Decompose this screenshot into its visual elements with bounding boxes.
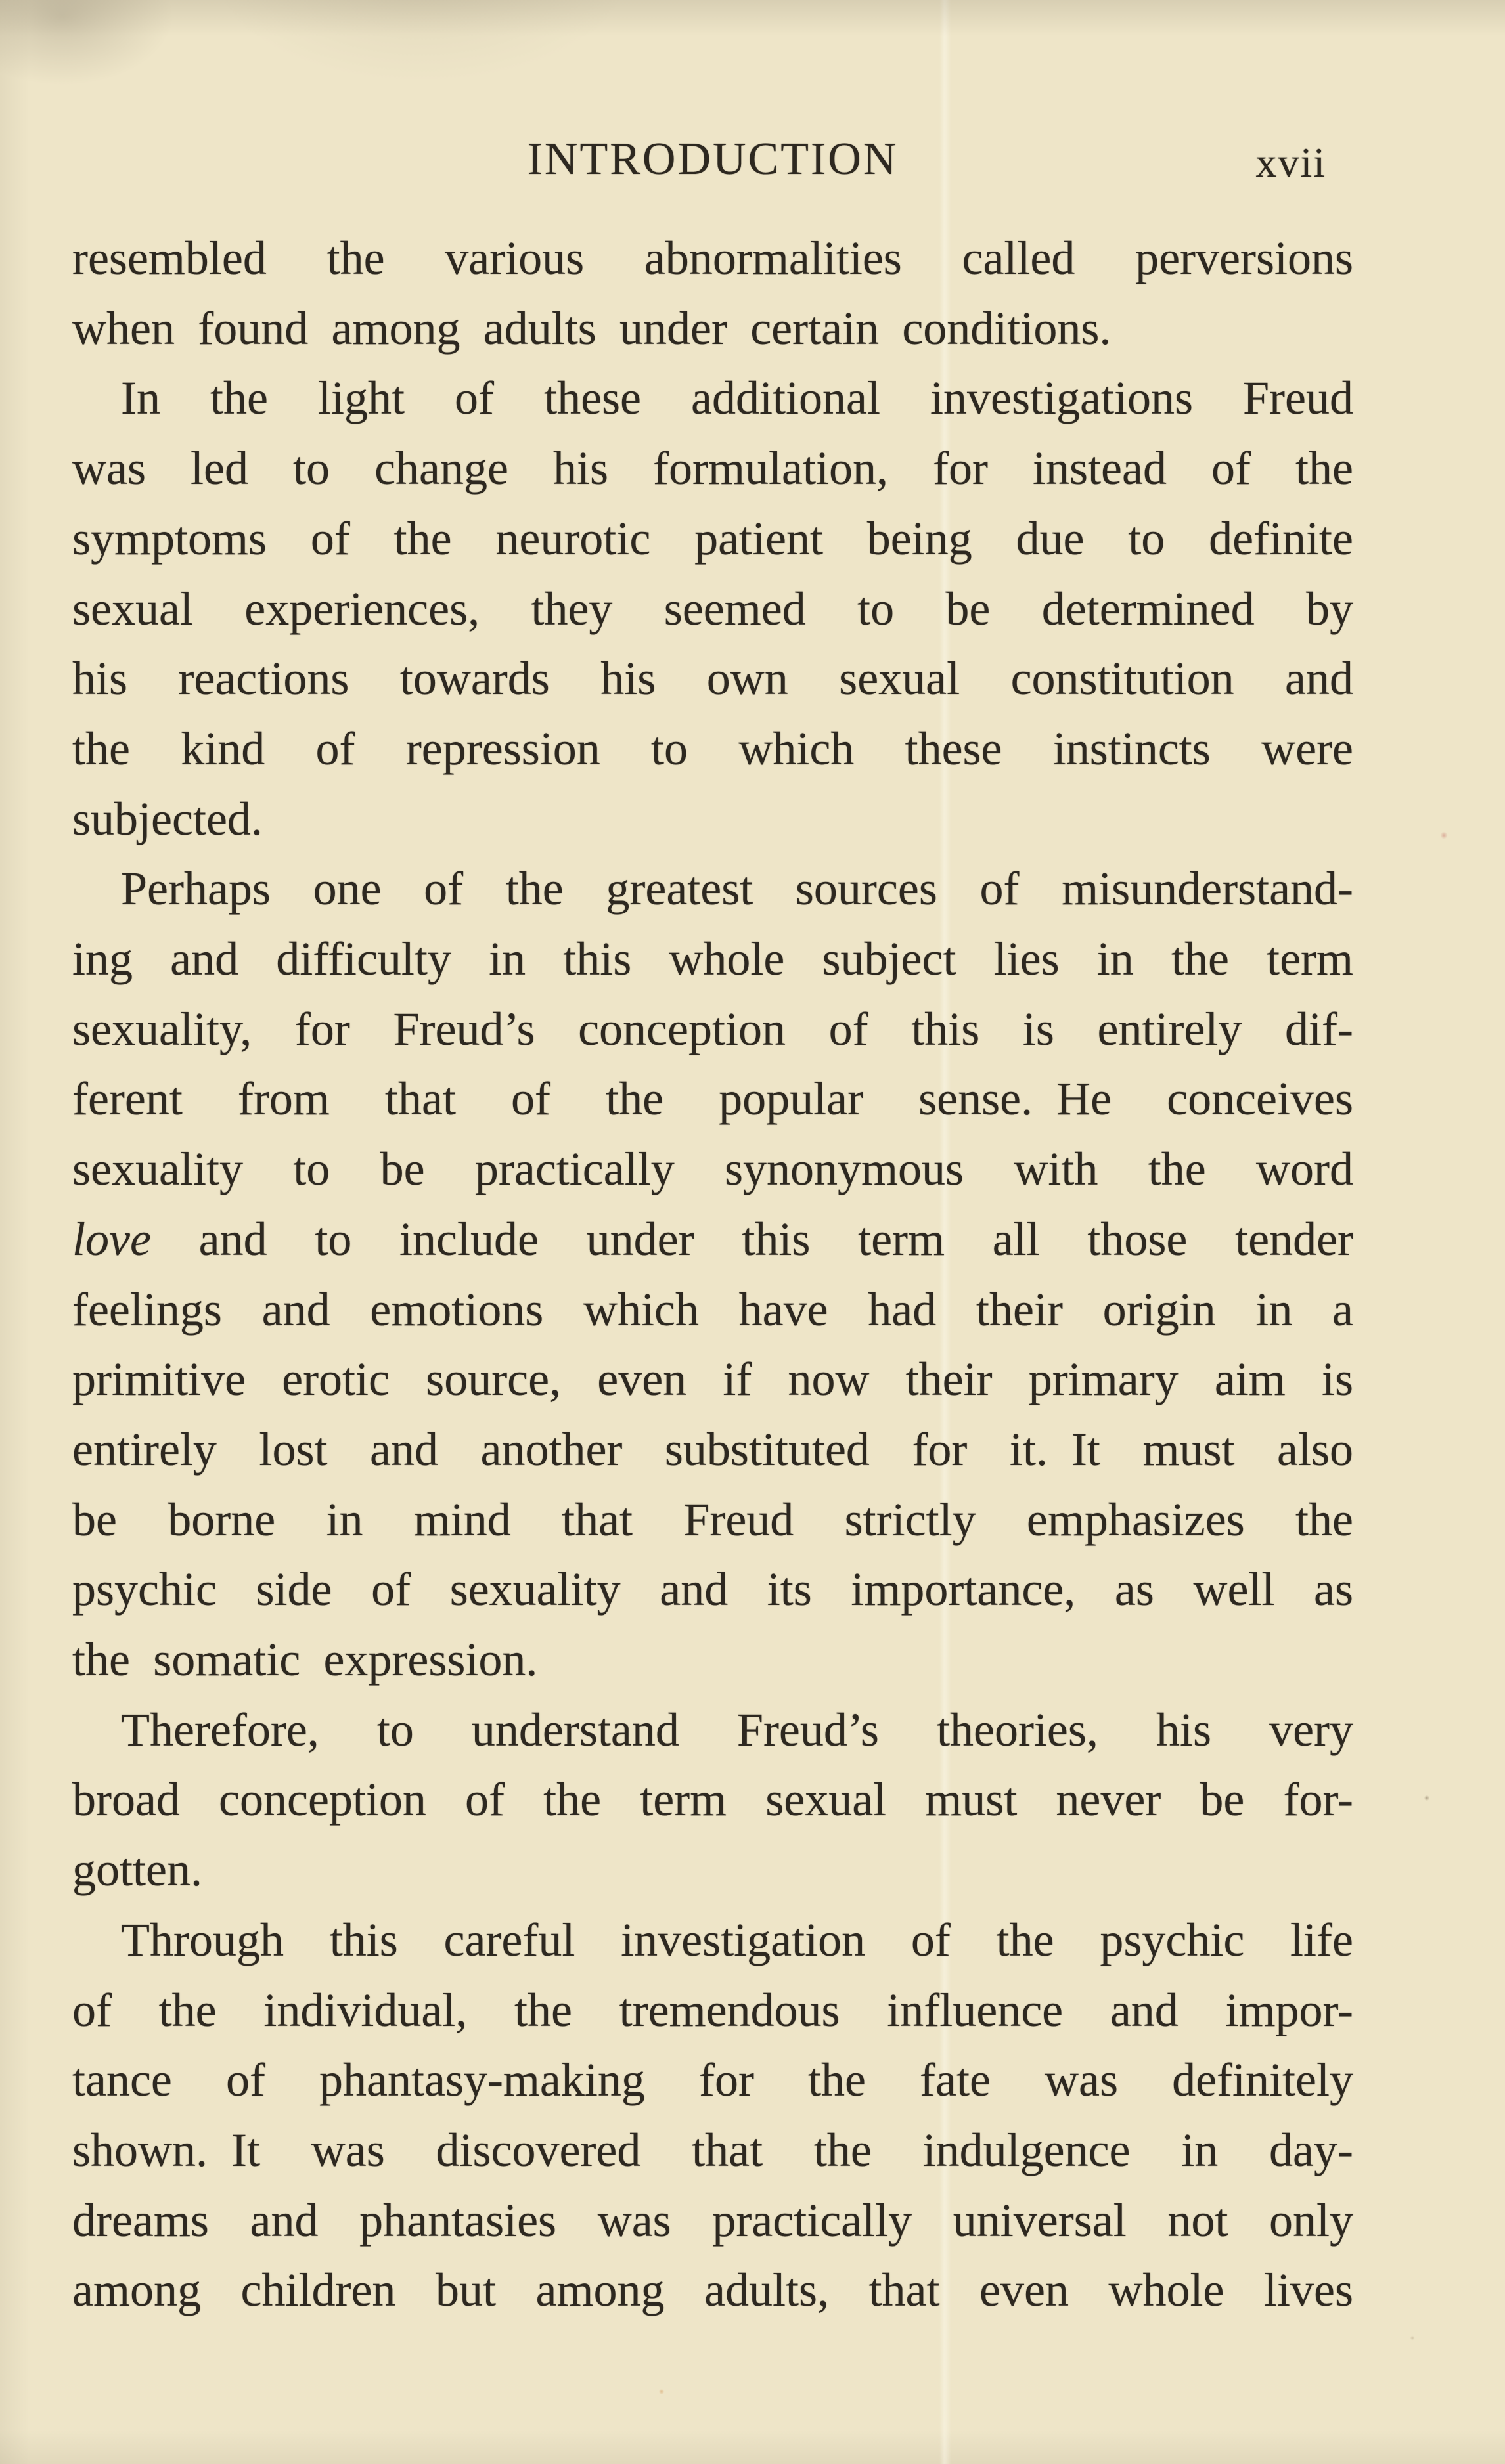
text-segment: dreams and phantasies was practically universal not only (72, 2193, 1353, 2247)
text-line (72, 2115, 1353, 2186)
text-segment: In the light of these additional investigations Freud (121, 372, 1353, 425)
text-line (72, 504, 1353, 574)
italic-text: love (72, 1212, 151, 1265)
text-line (72, 644, 1353, 714)
text-line (72, 1275, 1353, 1345)
text-segment: tance of phantasy-making for the fate was definitely (72, 2054, 1353, 2107)
text-line (72, 2045, 1353, 2115)
text-segment: the kind of repression to which these instincts were (72, 722, 1353, 775)
text-segment: his reactions towards his own sexual constitution and (72, 652, 1353, 705)
text-segment: resembled the various abnormalities called perversions (72, 232, 1353, 284)
text-segment: was led to change his formulation, for instead of the (72, 442, 1353, 495)
text-line (72, 223, 1353, 294)
text-line (72, 433, 1353, 504)
text-line (72, 924, 1353, 994)
text-line (72, 1344, 1353, 1415)
text-line (72, 1905, 1353, 1975)
text-line (72, 1975, 1353, 2046)
text-segment: when found among adults under certain conditions. (72, 301, 1112, 355)
text-line (72, 1415, 1353, 1485)
text-segment: symptoms of the neurotic patient being due to definite (72, 512, 1353, 565)
text-line (72, 1204, 1353, 1275)
text-segment: Through this careful investigation of the psychic life (121, 1913, 1353, 1966)
text-segment: gotten. (72, 1843, 202, 1897)
text-line (72, 2255, 1353, 2325)
body-text (72, 223, 1353, 2325)
text-segment: sexuality to be practically synonymous with the word (72, 1143, 1353, 1196)
text-segment: subjected. (72, 792, 263, 845)
text-segment: shown. It was discovered that the indulgence in day- (72, 2123, 1353, 2176)
text-line (72, 854, 1353, 924)
page-number: xvii (1255, 139, 1326, 186)
text-segment: ferent from that of the popular sense. He conceives (72, 1072, 1353, 1126)
text-segment: primitive erotic source, even if now their primary aim is (72, 1353, 1353, 1406)
text-line (72, 1134, 1353, 1204)
text-segment: of the individual, the tremendous influence and impor- (72, 1983, 1353, 2036)
text-line (72, 714, 1353, 784)
text-segment: feelings and emotions which have had their origin in a (72, 1283, 1353, 1336)
text-line (72, 1485, 1353, 1555)
text-segment: sexual experiences, they seemed to be determined by (72, 582, 1353, 635)
text-segment: broad conception of the term sexual must never be for- (72, 1773, 1353, 1826)
text-segment: psychic side of sexuality and its importance, as well as (72, 1563, 1353, 1616)
text-line (72, 363, 1353, 433)
text-line (72, 574, 1353, 644)
text-line (72, 1064, 1353, 1134)
text-segment: ing and difficulty in this whole subject lies in the term (72, 933, 1353, 986)
text-line (72, 1695, 1353, 1765)
text-line (72, 994, 1353, 1065)
text-segment: Therefore, to understand Freud’s theories, his very (121, 1703, 1353, 1756)
text-line (72, 1625, 1353, 1695)
text-line (72, 2186, 1353, 2256)
page-header-title: INTRODUCTION (527, 134, 899, 185)
text-line (72, 784, 1353, 854)
text-segment: sexuality, for Freud’s conception of this is entirely dif- (72, 1002, 1353, 1055)
text-line (72, 1554, 1353, 1625)
text-line (72, 294, 1353, 364)
text-segment: and to include under this term all those tender (150, 1212, 1353, 1265)
text-segment: be borne in mind that Freud strictly emphasizes the (72, 1493, 1353, 1546)
text-line (72, 1835, 1353, 1905)
text-line (72, 1765, 1353, 1835)
text-segment: Perhaps one of the greatest sources of misunderstand- (121, 862, 1353, 915)
text-segment: among children but among adults, that even whole lives (72, 2264, 1353, 2317)
text-segment: entirely lost and another substituted for it. It must also (72, 1422, 1353, 1476)
text-segment: the somatic expression. (72, 1633, 538, 1686)
